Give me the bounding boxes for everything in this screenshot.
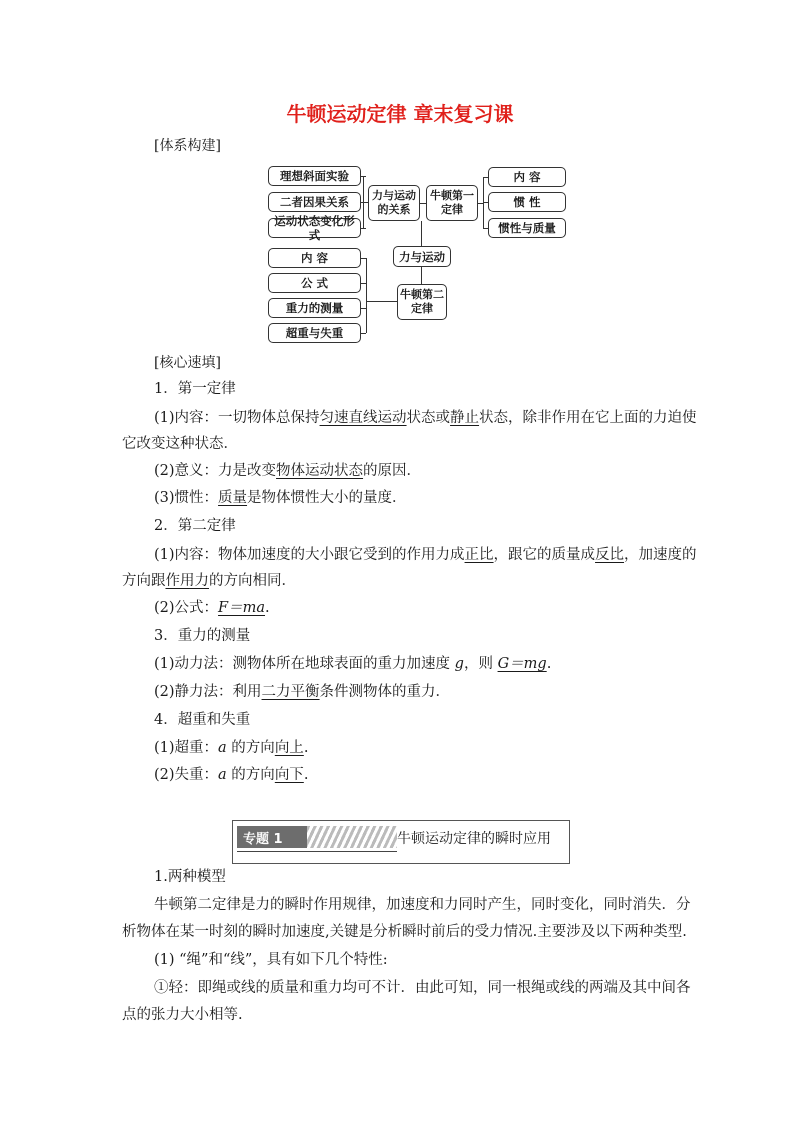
first-law-heading: 1．第一定律 [154,381,236,397]
first-law-meaning: (2)意义：力是改变物体运动状态的原因． [154,463,422,479]
topic-title: 牛顿运动定律的瞬时应用 [397,831,551,847]
box-formula: 公 式 [268,273,361,293]
box-inertia: 惯 性 [488,192,566,212]
second-law-content-cont: 方向跟作用力的方向相同． [122,573,296,589]
connector [361,202,368,203]
topic-underline [237,851,397,852]
connector [366,301,397,302]
box-first-law-content: 内 容 [488,167,566,187]
gravity-static: (2)静力法：利用二力平衡条件测物体的重力． [154,684,451,700]
box-motion-change: 运动状态变化形式 [268,218,361,238]
section-core-label: [核心速填] [154,355,221,371]
first-law-inertia: (3)惯性：质量是物体惯性大小的量度． [154,490,407,506]
page-title: 牛顿运动定律 章末复习课 [286,102,514,126]
connector [366,258,367,333]
topic-tag: 专题 1 [237,826,307,848]
topic-stripes [307,826,397,848]
connector [361,333,366,334]
first-law-content: (1)内容：一切物体总保持匀速直线运动状态或静止状态，除非作用在它上面的力迫使 [154,410,697,426]
body-paragraph-line: 牛顿第二定律是力的瞬时作用规律，加速度和力同时产生，同时变化，同时消失．分 [154,897,691,913]
body-paragraph-line: 点的张力大小相等. [122,1007,243,1023]
body-paragraph-line: (1) “绳”和“线”，具有如下几个特性: [154,952,388,968]
models-heading: 1.两种模型 [154,869,226,885]
first-law-content-cont: 它改变这种状态． [122,436,238,452]
connector [421,221,422,246]
section-structure-label: [体系构建] [154,138,221,154]
underweight-item: (2)失重：a 的方向向下. [154,767,309,783]
body-paragraph-line: 析物体在某一时刻的瞬时加速度,关键是分析瞬时前后的受力情况.主要涉及以下两种类型. [122,924,687,940]
connector [421,267,422,284]
connector [361,308,366,309]
box-ideal-incline: 理想斜面实验 [268,166,361,186]
topic-banner [232,820,570,864]
connector [361,176,366,177]
body-paragraph-line: ①轻：即绳或线的质量和重力均可不计．由此可知，同一根绳或线的两端及其中间各 [154,980,691,996]
box-inertia-mass: 惯性与质量 [488,218,566,238]
box-force-and-motion: 力与运动 [393,246,451,267]
connector [361,228,366,229]
box-gravity-measure: 重力的测量 [268,298,361,318]
overweight-heading: 4．超重和失重 [154,712,251,728]
overweight-item: (1)超重：a 的方向向上. [154,740,309,756]
box-causal-relation: 二者因果关系 [268,192,361,212]
box-over-under-weight: 超重与失重 [268,323,361,343]
second-law-heading: 2．第二定律 [154,518,236,534]
gravity-heading: 3．重力的测量 [154,628,251,644]
connector [361,283,366,284]
gravity-dynamic: (1)动力法：测物体所在地球表面的重力加速度 g，则 G＝mg. [154,656,552,672]
second-law-formula: (2)公式：F＝ma. [154,600,270,616]
connector [361,258,366,259]
box-newton-first-law: 牛顿第一定律 [426,185,478,221]
box-force-motion-relation: 力与运动的关系 [368,185,420,221]
box-second-law-content: 内 容 [268,248,361,268]
box-newton-second-law: 牛顿第二定律 [397,284,447,320]
second-law-content: (1)内容：物体加速度的大小跟它受到的作用力成正比，跟它的质量成反比，加速度的 [154,547,697,563]
